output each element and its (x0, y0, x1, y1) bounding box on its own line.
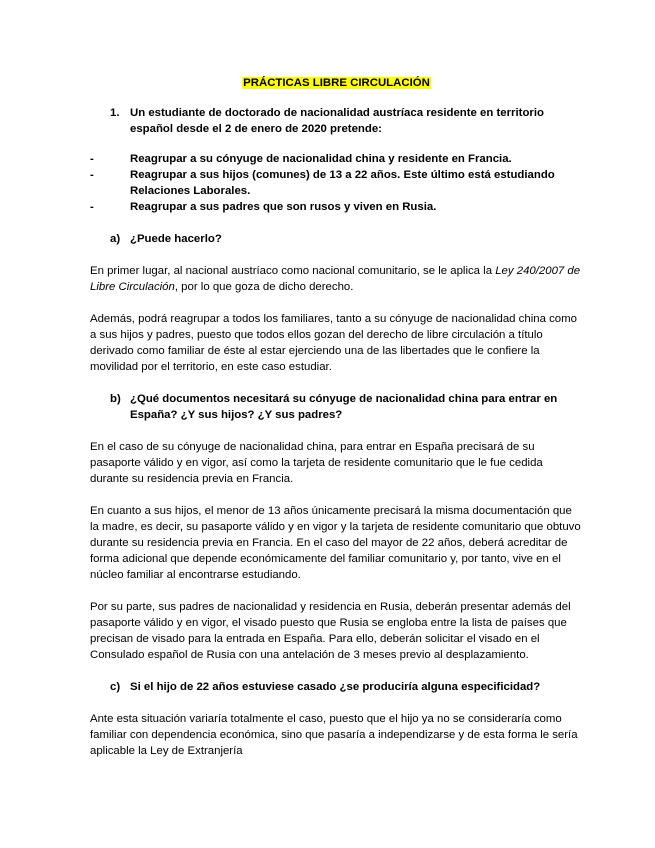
subquestion-text: ¿Puede hacerlo? (130, 233, 222, 245)
subquestion-text: Si el hijo de 22 años estuviese casado ¿se produciría alguna especificidad? (130, 681, 541, 693)
bullet-text: Reagrupar a sus hijos (comunes) de 13 a 22 años. Este último está estudiando Relaciones Laborales. (130, 169, 555, 197)
question-text: Un estudiante de doctorado de nacionalidad austríaca residente en territorio español desde el 2 de enero de 2020 pretende: (130, 107, 544, 135)
document-title (90, 75, 583, 91)
answer-paragraph: Ante esta situación variaría totalmente el caso, puesto que el hijo ya no se consideraría como familiar con dependencia económica, sino que pasaría a independizarse y de esta forma le sería aplicable la Ley de Extranjería (90, 713, 578, 757)
answer-paragraph: Por su parte, sus padres de nacionalidad y residencia en Rusia, deberán presentar además del pasaporte válido y en vigor, el visado puesto que Rusia se engloba entre la lista de países que precisan de visado para la entrada en España. Para ello, deberán solicitar el visado en el Consulado español de Rusia con una antelación de 3 meses previo al desplazamiento. (90, 601, 571, 661)
subquestion-a (110, 231, 583, 247)
subquestion-label: c) (110, 681, 121, 693)
bullet-dash: - (90, 153, 94, 165)
answer-paragraph: En cuanto a sus hijos, el menor de 13 años únicamente precisará la misma documentación que la madre, es decir, su pasaporte válido y en vigor y la tarjeta de residente comunitario que obtuvo durante su residencia previa en Francia. En el caso del mayor de 22 años, deberá acreditar de forma adicional que depende económicamente del familiar comunitario y, por tanto, vive en el núcleo familiar al encontrarse estudiando. (90, 505, 581, 581)
list-item (90, 199, 583, 215)
law-reference: Ley 240/2007 de Libre Circulación (90, 265, 581, 293)
paragraph-text: En primer lugar, al nacional austríaco como nacional comunitario, se le aplica la (90, 265, 496, 277)
bullet-text: Reagrupar a su cónyuge de nacionalidad china y residente en Francia. (130, 153, 512, 165)
subquestion-label: b) (110, 393, 121, 405)
subquestion-text: ¿Qué documentos necesitará su cónyuge de nacionalidad china para entrar en España? ¿Y sus hijos? ¿Y sus padres? (130, 393, 558, 421)
subquestion-b (110, 391, 583, 423)
list-item (90, 167, 583, 199)
paragraph-text: , por lo que goza de dicho derecho. (174, 281, 354, 293)
answer-paragraph: Además, podrá reagrupar a todos los familiares, tanto a su cónyuge de nacionalidad china como a sus hijos y padres, puesto que todos ellos gozan del derecho de libre circulación a título derivado como familiar de éste al estar ejerciendo una de las libertades que le confiere la movilidad por el territorio, en este caso estudiar. (90, 313, 577, 373)
highlighted-title-text: PRÁCTICAS LIBRE CIRCULACIÓN (243, 77, 430, 89)
question-1 (110, 105, 583, 137)
bullet-dash: - (90, 201, 94, 213)
subquestion-c (110, 679, 583, 695)
bullet-dash: - (90, 169, 94, 181)
list-item (90, 151, 583, 167)
question-number: 1. (110, 107, 120, 119)
answer-paragraph: En el caso de su cónyuge de nacionalidad china, para entrar en España precisará de su pasaporte válido y en vigor, así como la tarjeta de residente comunitario que le fue cedida durante su residencia previa en Francia. (90, 441, 543, 485)
bullet-text: Reagrupar a sus padres que son rusos y viven en Rusia. (130, 201, 437, 213)
bullet-list (90, 151, 583, 215)
subquestion-label: a) (110, 233, 121, 245)
answer-paragraph (90, 263, 583, 295)
